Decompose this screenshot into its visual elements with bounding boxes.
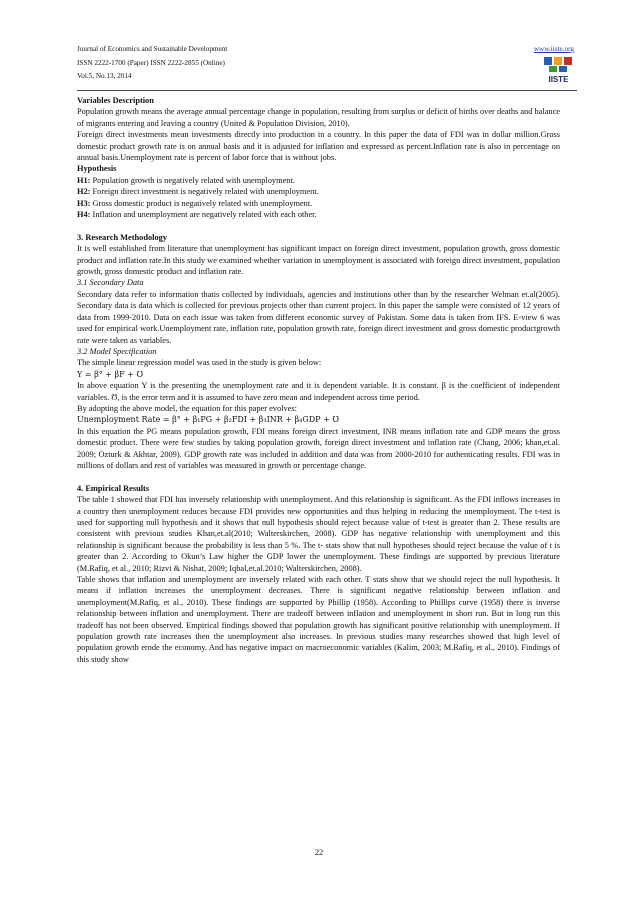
results-paragraph-1: The table 1 showed that FDI has inversely relationship with unemployment. And this relationship is significant. As the FDI inflows increases in a country then unemployment reduces because FDI provides new opportunities and thus helping in reducing the unemployment. The t-test is used for supporting null hypothesis and it shows that null hypothesis should reject because value of t-test is greater than 2. These results are consistent with previous studies Khan,et.al(2010; Walterskirchen, 2008). GDP has negative relationship with unemployment and this relationship is significant because the probability is less than 5 %. The t- stats show that null hypotheses should reject because the value of t is greater than 2. According to Okun’s Law higher the GDP lower the unemployment. These findings are supported by previous literature (M.Rafiq, et al., 2010; Rizvi & Nishat, 2009; Iqbal,et.al.2010; Walterskirchen, 2008).: [77, 495, 560, 573]
methodology-paragraph-6: In this equation the PG means population growth, FDI means foreign direct investment, INR means inflation rate and GDP means the gross domestic product. There were few studies by taking population growth, foreign direct investment and inflation rate (Chang, 2006; khan,et.al. 2009; Ozturk & Akhtar, 2009). GDP growth rate was included in addition and data was from 2000-2010 for authenticating results. FDI was in millions of dollars and rest of variables was measured in growth or percentage change.: [77, 426, 560, 470]
journal-issn: ISSN 2222-1700 (Paper) ISSN 2222-2855 (Online): [77, 58, 225, 67]
secondary-data-subheading: 3.1 Secondary Data: [77, 278, 144, 288]
iiste-logo: [540, 55, 577, 85]
methodology-paragraph-1: It is well established from literature that unemployment has significant impact on foreign direct investment, population growth, gross domestic product and inflation rate.In this study we examined whether variation in unemployment is associated with foreign direct investment, population growth, gross domestic product and inflation rate.: [77, 244, 560, 277]
methodology-heading: 3. Research Methodology: [77, 232, 167, 242]
article-body: [77, 95, 560, 665]
model-spec-subheading: 3.2 Model Specification: [77, 346, 157, 356]
hypothesis-item: H4: Inflation and unemployment are negatively related with each other.: [77, 210, 317, 220]
hypothesis-item: H2: Foreign direct investment is negatively related with unemployment.: [77, 187, 319, 197]
journal-url-link[interactable]: www.iiste.org: [533, 45, 574, 53]
variables-paragraph-1: Population growth means the average annual percentage change in population, resulting from surplus or deficit of births over deaths and balance of migrants entering and leaving a country (United & Population Division, 2010).: [77, 107, 560, 128]
methodology-paragraph-3: The simple linear regression model was used in the study is given below:: [77, 358, 322, 368]
journal-volume: Vol.5, No.13, 2014: [77, 72, 132, 80]
variables-heading: Variables Description: [77, 96, 154, 105]
equation-simple: Y = β° + βF + Ʊ: [77, 369, 144, 379]
page-number: 22: [314, 848, 324, 857]
methodology-paragraph-4: In above equation Y is the presenting the unemployment rate and it is dependent variable. It is constant. β is the coefficient of independent variables. Ʊ, is the error term and it is assumed to have zero mean and independent across time period.: [77, 381, 560, 402]
equation-full: Unemployment Rate = β° + β₁PG + β₂FDI + β₃INR + β₄GDP + Ʊ: [77, 415, 339, 425]
results-heading: 4. Empirical Results: [77, 483, 150, 493]
hypothesis-item: H1: Population growth is negatively related with unemployment.: [77, 175, 295, 185]
svg-text:IISTE: IISTE: [548, 75, 569, 84]
hypothesis-item: H3: Gross domestic product is negatively related with unemployment.: [77, 198, 313, 208]
variables-paragraph-2: Foreign direct investments mean investments directly into production in a country. In this paper the data of FDI was in dollar million.Gross domestic product growth rate is on annual basis and it is adjusted for inflation and expressed as percent.Inflation rate is also in percentage on annual basis.Unemployment rate is percent of labor force that is without jobs.: [77, 130, 560, 163]
journal-title: Journal of Economics and Sustainable Development: [77, 45, 228, 53]
header-rule: [77, 90, 577, 91]
methodology-paragraph-5: By adopting the above model, the equation for this paper evolves:: [77, 403, 297, 413]
methodology-paragraph-2: Secondary data refer to information thatis collected by individuals, agencies and institutions other than by the researcher Welman et.al(2005). Secondary data is data which is collected for previous projects other than current project. In this paper the sample were consisted of 12 years of data from 1999-2010. Data on each issue was taken from different economic survey of Pakistan. Some data is taken from IFS. E-view 6 was used for empirical work.Unemployment rate, inflation rate, population growth rate, foreign direct investment and gross domestic productgrowth rate were taken as variables.: [77, 289, 560, 345]
hypothesis-heading: Hypothesis: [77, 164, 117, 174]
journal-header: [77, 43, 577, 84]
results-paragraph-2: Table shows that inflation and unemployment are inversely related with each other. T stats show that we should reject the null hypothesis. It means if inflation increases the unemployment decreases. There is significant negative relationship between inflation and unemployment(M.Rafiq, et al., 2010). These findings are supported by Phillip (1958). According to Phillips curve (1958) there is inverse relationship between inflation and unemployment. There are tradeoff between inflation and unemployment in short run. But in long run this tradeoff has not been observed. Empirical findings showed that population growth has significant positive relationship with unemployment. If population growth rate increases then the unemployment also increases. In previous studies many researches showed that high level of population growth erode the economy. And has negative impact on macroeconomic variables (Kalim, 2003; M.Rafiq, et al., 2010). Findings of this study show: [77, 575, 560, 664]
